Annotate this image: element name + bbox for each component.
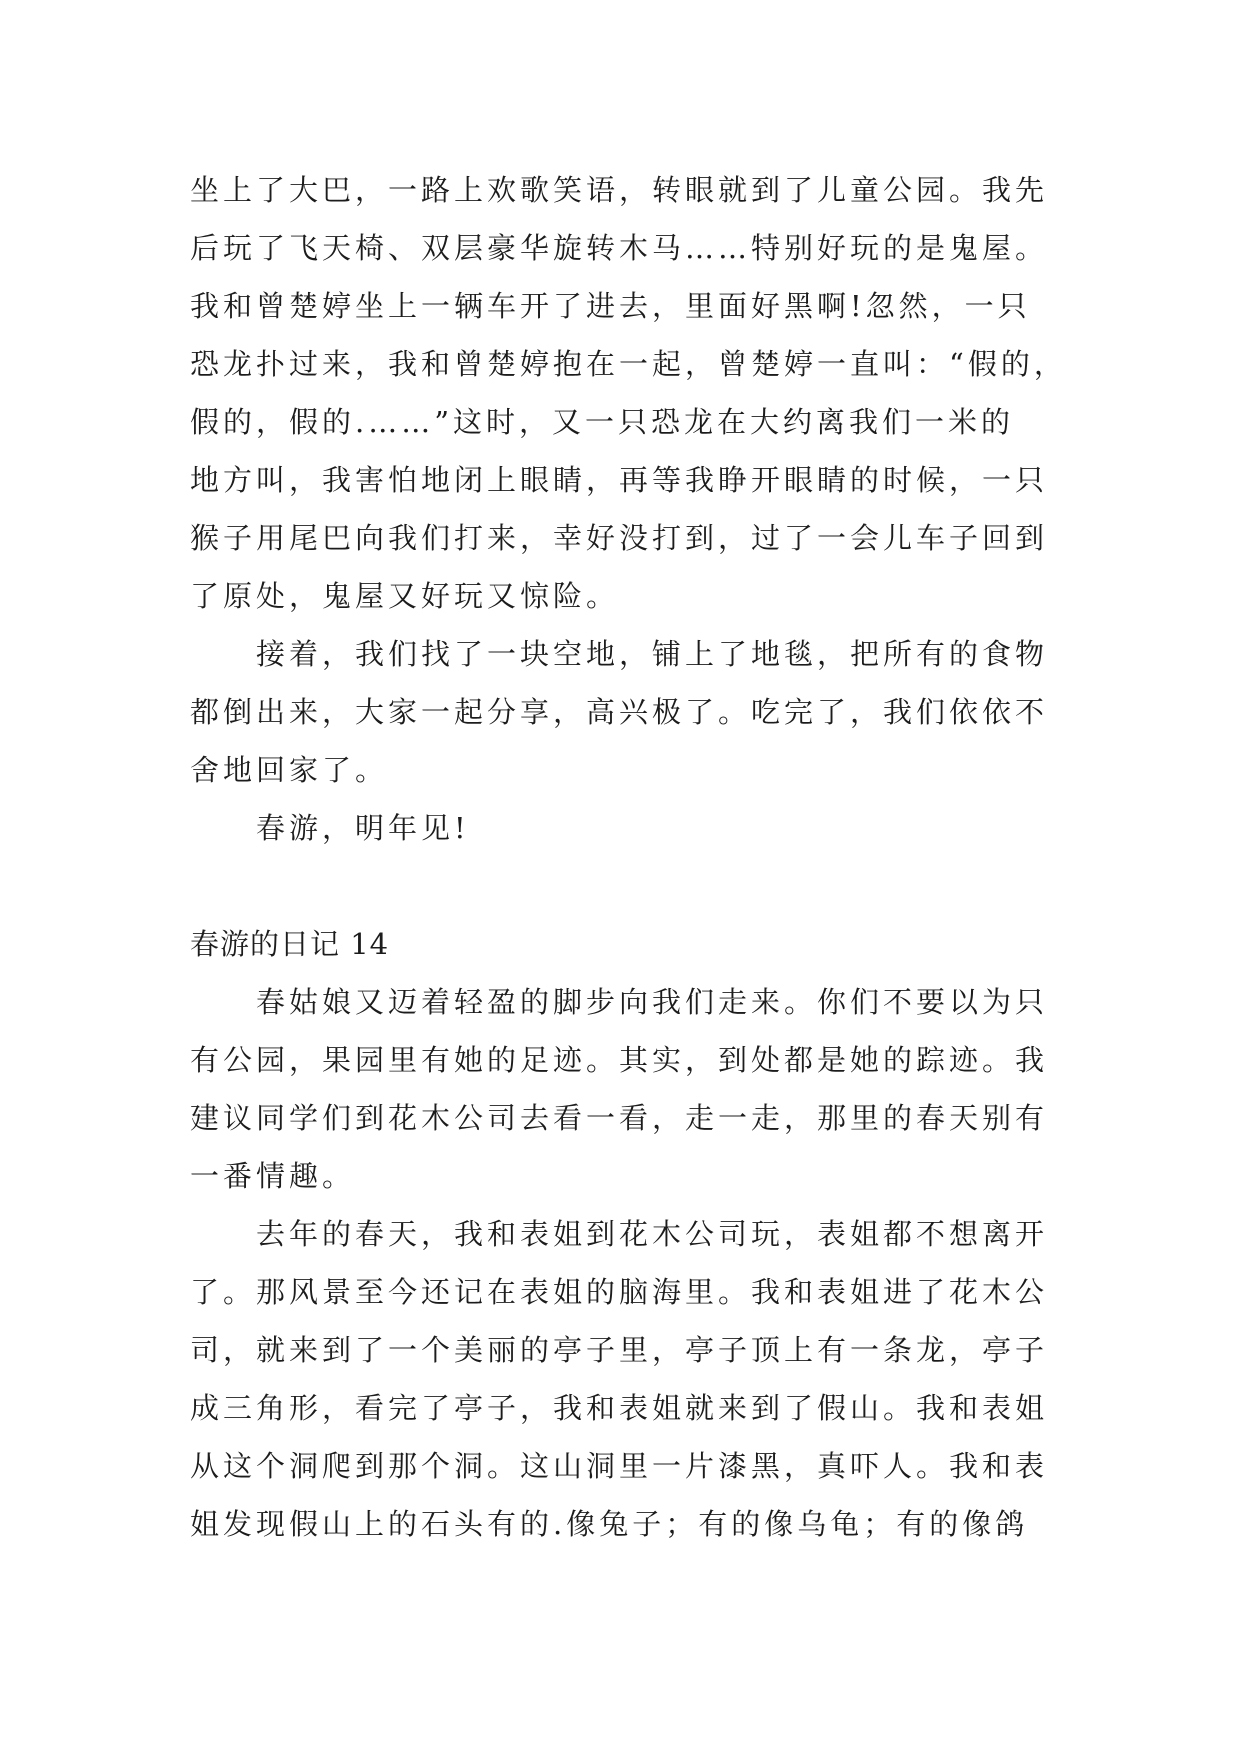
text-line: 坐上了大巴，一路上欢歌笑语，转眼就到了儿童公园。我先 xyxy=(190,173,1049,207)
text-line: 后玩了飞天椅、双层豪华旋转木马……特别好玩的是鬼屋。 xyxy=(190,231,1049,265)
text-line: 都倒出来，大家一起分享，高兴极了。吃完了，我们依依不 xyxy=(190,695,1049,729)
text-line: 姐发现假山上的石头有的.像兔子；有的像乌龟；有的像鸽 xyxy=(190,1507,1029,1541)
text-line: 恐龙扑过来，我和曾楚婷抱在一起，曾楚婷一直叫：“假的， xyxy=(190,347,1067,381)
paragraph-continued xyxy=(190,161,1190,625)
text-line: 有公园，果园里有她的足迹。其实，到处都是她的踪迹。我 xyxy=(190,1043,1049,1077)
text-line: 了。那风景至今还记在表姐的脑海里。我和表姐进了花木公 xyxy=(190,1275,1049,1309)
text-line: 一番情趣。 xyxy=(190,1159,356,1193)
text-line: 从这个洞爬到那个洞。这山洞里一片漆黑，真吓人。我和表 xyxy=(190,1449,1049,1483)
paragraph xyxy=(190,799,1190,857)
document-body xyxy=(190,161,1190,1553)
text-line: 春姑娘又迈着轻盈的脚步向我们走来。你们不要以为只 xyxy=(256,985,1049,1019)
text-line: 春游，明年见! xyxy=(256,811,470,845)
text-line: 地方叫，我害怕地闭上眼睛，再等我睁开眼睛的时候，一只 xyxy=(190,463,1049,497)
text-line: 我和曾楚婷坐上一辆车开了进去，里面好黑啊!忽然，一只 xyxy=(190,289,1031,323)
paragraph xyxy=(190,973,1190,1205)
paragraph xyxy=(190,625,1190,799)
text-line: 猴子用尾巴向我们打来，幸好没打到，过了一会儿车子回到 xyxy=(190,521,1049,555)
paragraph xyxy=(190,1205,1190,1553)
text-line: 了原处，鬼屋又好玩又惊险。 xyxy=(190,579,620,613)
text-line: 去年的春天，我和表姐到花木公司玩，表姐都不想离开 xyxy=(256,1217,1049,1251)
text-line: 假的，假的.……”这时，又一只恐龙在大约离我们一米的 xyxy=(190,405,1015,439)
text-line: 舍地回家了。 xyxy=(190,753,389,787)
text-line: 司，就来到了一个美丽的亭子里，亭子顶上有一条龙，亭子 xyxy=(190,1333,1049,1367)
section-heading: 春游的日记 14 xyxy=(190,927,390,961)
text-line: 接着，我们找了一块空地，铺上了地毯，把所有的食物 xyxy=(256,637,1049,671)
text-line: 成三角形，看完了亭子，我和表姐就来到了假山。我和表姐 xyxy=(190,1391,1049,1425)
text-line: 建议同学们到花木公司去看一看，走一走，那里的春天别有 xyxy=(190,1101,1049,1135)
